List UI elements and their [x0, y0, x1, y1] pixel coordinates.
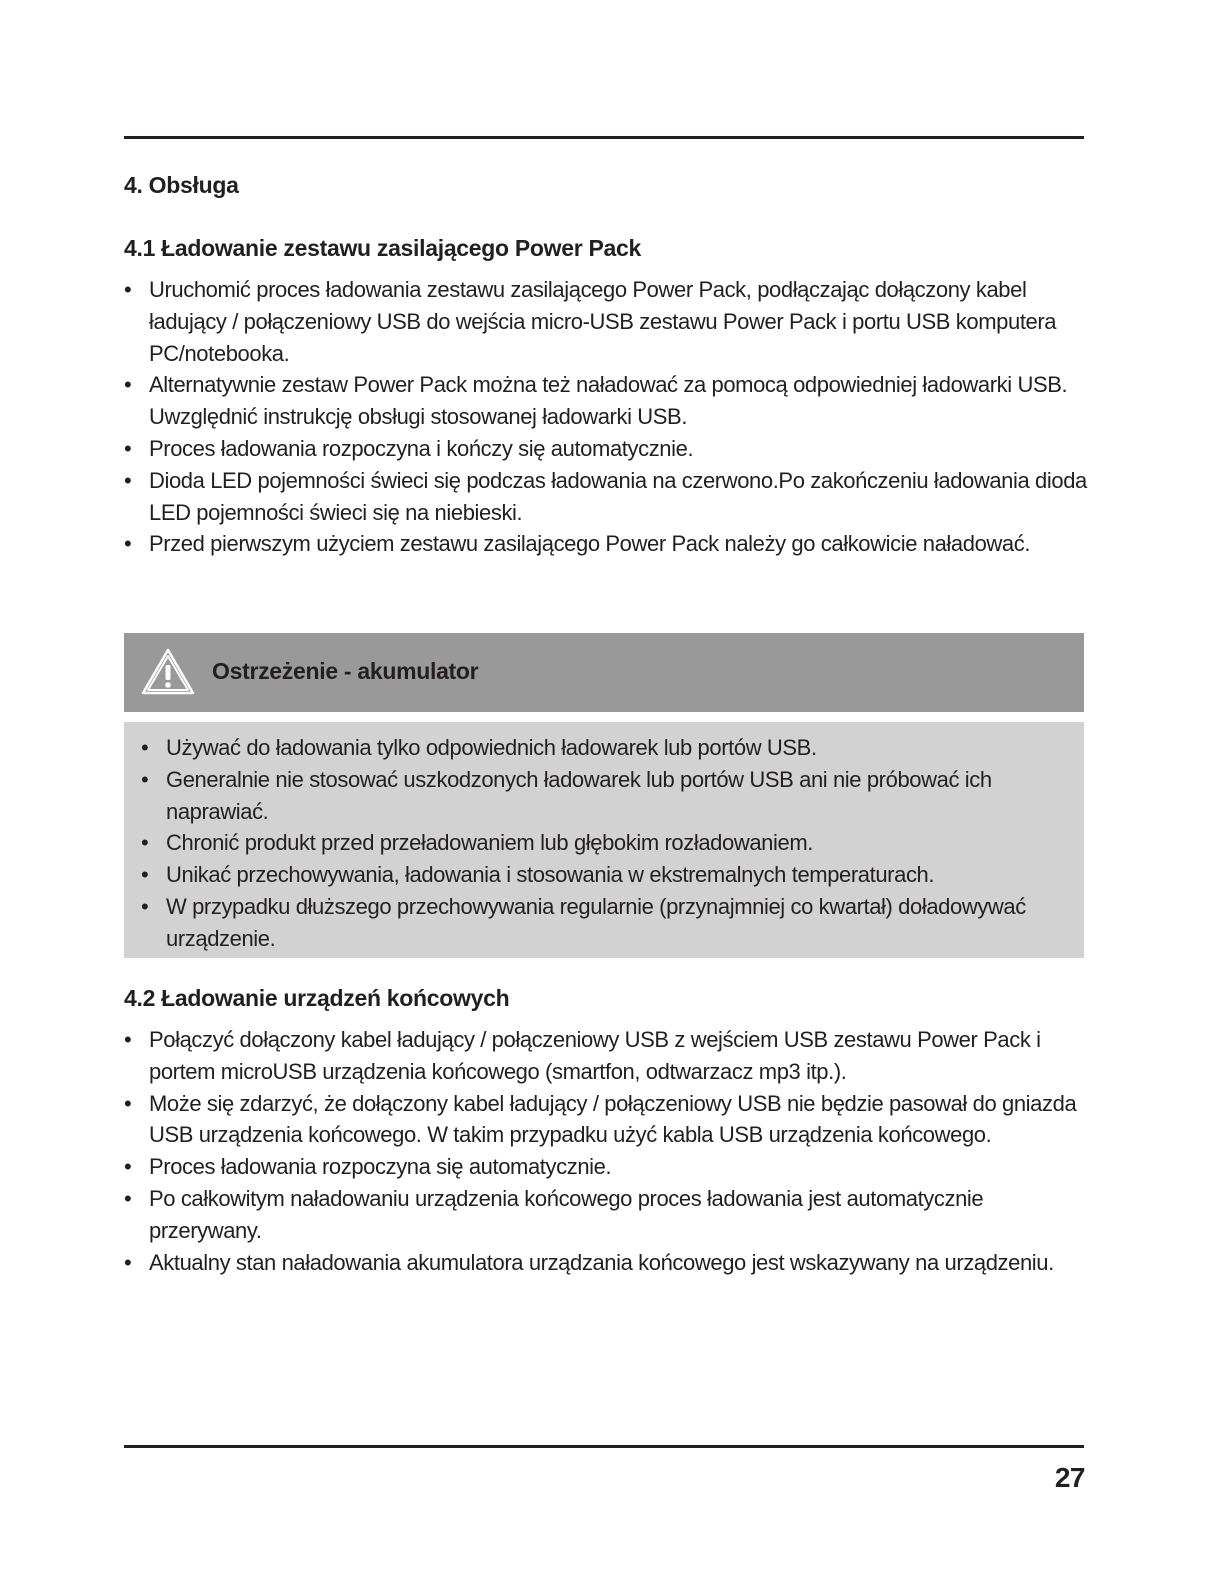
list-item: • Uruchomić proces ładowania zestawu zasilającego Power Pack, podłączając dołączony kabel ładujący / połączeniowy USB do wejścia micro-USB zestawu Power Pack i portu USB komputera PC/notebooka.	[124, 274, 1099, 369]
list-item: • Unikać przechowywania, ładowania i stosowania w ekstremalnych temperaturach.	[141, 859, 1041, 891]
list-item: • Dioda LED pojemności świeci się podczas ładowania na czerwono.Po zakończeniu ładowania dioda LED pojemności świeci się na niebieski.	[124, 465, 1099, 529]
list-item: • Chronić produkt przed przeładowaniem lub głębokim rozładowaniem.	[141, 827, 1041, 859]
list-item: • Połączyć dołączony kabel ładujący / połączeniowy USB z wejściem USB zestawu Power Pack i portem microUSB urządzenia końcowego (smartfon, odtwarzacz mp3 itp.).	[124, 1024, 1099, 1088]
warning-list	[141, 732, 1041, 955]
warning-title: Ostrzeżenie - akumulator	[212, 658, 479, 684]
warning-triangle-icon	[140, 647, 196, 697]
subsection-42-list	[124, 1024, 1099, 1278]
section-title: 4. Obsługa	[124, 172, 239, 198]
page-number: 27	[1054, 1462, 1085, 1493]
list-item: • Po całkowitym naładowaniu urządzenia końcowego proces ładowania jest automatycznie przerywany.	[124, 1183, 1099, 1247]
list-item: • Proces ładowania rozpoczyna i kończy się automatycznie.	[124, 433, 1099, 465]
warning-body	[124, 722, 1084, 958]
list-item: • W przypadku dłuższego przechowywania regularnie (przynajmniej co kwartał) doładowywać urządzenie.	[141, 891, 1041, 955]
list-item: • Generalnie nie stosować uszkodzonych ładowarek lub portów USB ani nie próbować ich naprawiać.	[141, 764, 1041, 828]
list-item: • Proces ładowania rozpoczyna się automatycznie.	[124, 1151, 1099, 1183]
subsection-41-list	[124, 274, 1099, 560]
list-item: • Przed pierwszym użyciem zestawu zasilającego Power Pack należy go całkowicie naładować.	[124, 528, 1099, 560]
list-item: • Alternatywnie zestaw Power Pack można też naładować za pomocą odpowiedniej ładowarki USB. Uwzględnić instrukcję obsługi stosowanej ładowarki USB.	[124, 369, 1099, 433]
list-item: • Aktualny stan naładowania akumulatora urządzania końcowego jest wskazywany na urządzeniu.	[124, 1247, 1099, 1279]
subsection-42-title: 4.2 Ładowanie urządzeń końcowych	[124, 985, 510, 1011]
subsection-41-title: 4.1 Ładowanie zestawu zasilającego Power Pack	[124, 235, 642, 261]
list-item: • Używać do ładowania tylko odpowiednich ładowarek lub portów USB.	[141, 732, 1041, 764]
bottom-rule	[124, 1445, 1084, 1448]
list-item: • Może się zdarzyć, że dołączony kabel ładujący / połączeniowy USB nie będzie pasował do gniazda USB urządzenia końcowego. W takim przypadku użyć kabla USB urządzenia końcowego.	[124, 1088, 1099, 1152]
warning-header	[124, 633, 1084, 712]
top-rule	[124, 136, 1084, 139]
